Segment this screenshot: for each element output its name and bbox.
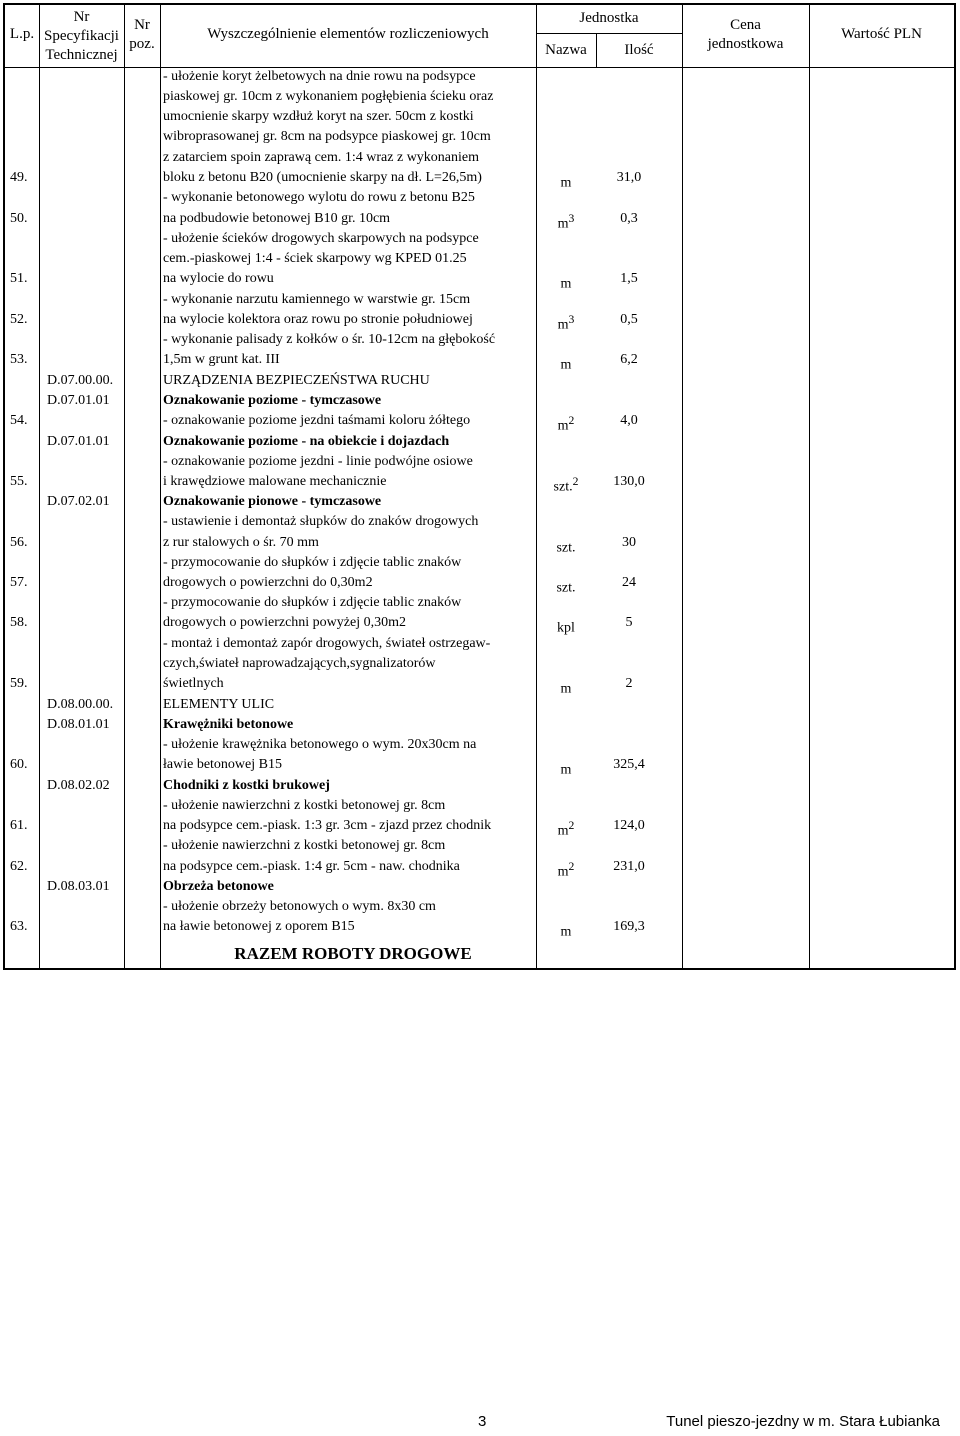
subsection-heading: Oznakowanie pionowe - tymczasowe: [163, 494, 382, 509]
total-label: RAZEM ROBOTY DROGOWE: [234, 944, 472, 963]
spec-code: D.07.01.01: [47, 393, 110, 408]
quantity: 6,2: [620, 352, 638, 367]
description-line: na podbudowie betonowej B10 gr. 10cm: [163, 211, 391, 226]
spec-code: D.08.03.01: [47, 879, 110, 894]
description-line: z rur stalowych o śr. 70 mm: [163, 535, 319, 550]
spec-code: D.07.01.01: [47, 434, 110, 449]
document-title: Tunel pieszo-jezdny w m. Stara Łubianka: [666, 1413, 940, 1430]
description-line: - ułożenie nawierzchni z kostki betonowej gr. 8cm: [163, 838, 446, 853]
column-divider: [809, 5, 810, 968]
row-number: 51.: [10, 271, 28, 286]
header-bottom-line: [5, 67, 954, 68]
quantity: 0,5: [620, 312, 638, 327]
header-poz: Nr poz.: [129, 17, 155, 52]
description-line: świetlnych: [163, 676, 224, 691]
column-divider: [39, 5, 40, 968]
quantity: 0,3: [620, 211, 638, 226]
description-line: na ławie betonowej z oporem B15: [163, 919, 355, 934]
header-description: Wyszczególnienie elementów rozliczeniowych: [207, 26, 489, 42]
unit: szt.$^2$: [553, 475, 579, 495]
unit: kpl: [557, 620, 575, 636]
unit: szt.: [556, 540, 576, 556]
description-line: umocnienie skarpy wzdłuż koryt na szer. 50cm z kostki: [163, 109, 474, 124]
subsection-heading: Obrzeża betonowe: [163, 879, 274, 894]
row-number: 62.: [10, 859, 28, 874]
subsection-heading: Krawężniki betonowe: [163, 717, 294, 732]
header-lp: L.p.: [9, 26, 35, 42]
spec-code: D.08.02.02: [47, 778, 110, 793]
description-line: z zatarciem spoin zaprawą cem. 1:4 wraz z wykonaniem: [163, 150, 480, 165]
description-line: - przymocowanie do słupków i zdjęcie tablic znaków: [163, 555, 462, 570]
description-line: - montaż i demontaż zapór drogowych, świateł ostrzegaw-: [163, 636, 491, 651]
quantity: 169,3: [613, 919, 645, 934]
header-wartosc: Wartość PLN: [841, 26, 922, 42]
description-line: piaskowej gr. 10cm z wykonaniem pogłębienia ścieku oraz: [163, 89, 494, 104]
description-line: - wykonanie palisady z kołków o śr. 10-12cm na głębokość: [163, 332, 496, 347]
header-nazwa: Nazwa: [545, 42, 587, 58]
column-divider: [160, 5, 161, 968]
quantity: 30: [622, 535, 636, 550]
quantity: 231,0: [613, 859, 645, 874]
description-line: na wylocie do rowu: [163, 271, 274, 286]
description-line: wibroprasowanej gr. 8cm na podsypce piaskowej gr. 10cm: [163, 129, 491, 144]
quantity: 130,0: [613, 474, 645, 489]
description-line: bloku z betonu B20 (umocnienie skarpy na dł. L=26,5m): [163, 170, 482, 185]
header-ilosc: Ilość: [624, 42, 654, 58]
description-line: czych,świateł naprowadzających,sygnalizatorów: [163, 656, 436, 671]
description-line: ławie betonowej B15: [163, 757, 282, 772]
row-number: 49.: [10, 170, 28, 185]
description-line: drogowych o powierzchni powyżej 0,30m2: [163, 615, 406, 630]
unit: m: [560, 175, 572, 191]
subsection-heading: Oznakowanie poziome - tymczasowe: [163, 393, 382, 408]
description-line: - przymocowanie do słupków i zdjęcie tablic znaków: [163, 595, 462, 610]
row-number: 57.: [10, 575, 28, 590]
unit: m: [560, 357, 572, 373]
quantity: 5: [625, 615, 633, 630]
quantity: 1,5: [620, 271, 638, 286]
spec-code: D.08.01.01: [47, 717, 110, 732]
unit: $m^2$: [557, 414, 575, 434]
column-divider: [124, 5, 125, 968]
description-line: cem.-piaskowej 1:4 - ściek skarpowy wg KPED 01.25: [163, 251, 467, 266]
description-line: - ułożenie nawierzchni z kostki betonowej gr. 8cm: [163, 798, 446, 813]
row-number: 63.: [10, 919, 28, 934]
spec-code: D.07.02.01: [47, 494, 110, 509]
unit: $m^3$: [557, 212, 575, 232]
header-subdivider: [536, 33, 682, 34]
quantity: 24: [622, 575, 636, 590]
description-line: - ułożenie krawężnika betonowego o wym. 20x30cm na: [163, 737, 477, 752]
spec-code: D.07.00.00.: [47, 373, 114, 388]
unit: m: [560, 762, 572, 778]
description-line: - ustawienie i demontaż słupków do znaków drogowych: [163, 514, 479, 529]
unit: m: [560, 681, 572, 697]
description-line: na podsypce cem.-piask. 1:3 gr. 3cm - zjazd przez chodnik: [163, 818, 492, 833]
cost-table: [3, 3, 956, 970]
description-line: i krawędziowe malowane mechanicznie: [163, 474, 387, 489]
row-number: 52.: [10, 312, 28, 327]
unit: $m^2$: [557, 860, 575, 880]
row-number: 58.: [10, 615, 28, 630]
quantity: 124,0: [613, 818, 645, 833]
description-line: na wylocie kolektora oraz rowu po stronie południowej: [163, 312, 473, 327]
unit: $m^2$: [557, 819, 575, 839]
subsection-heading: Chodniki z kostki brukowej: [163, 778, 330, 793]
quantity: 31,0: [616, 170, 642, 185]
description-line: na podsypce cem.-piask. 1:4 gr. 5cm - naw. chodnika: [163, 859, 460, 874]
quantity: 2: [625, 676, 633, 691]
description-line: - wykonanie narzutu kamiennego w warstwie gr. 15cm: [163, 292, 471, 307]
description-line: - oznakowanie poziome jezdni - linie podwójne osiowe: [163, 454, 473, 469]
header-spec: Nr Specyfikacji Technicznej: [44, 9, 119, 63]
spec-code: D.08.00.00.: [47, 697, 114, 712]
row-number: 61.: [10, 818, 28, 833]
unit: m: [560, 276, 572, 292]
description-line: - ułożenie obrzeży betonowych o wym. 8x30 cm: [163, 899, 436, 914]
header-cena: Cena jednostkowa: [707, 17, 784, 52]
description-line: - ułożenie ścieków drogowych skarpowych na podsypce: [163, 231, 479, 246]
row-number: 56.: [10, 535, 28, 550]
row-number: 54.: [10, 413, 28, 428]
description-line: 1,5m w grunt kat. III: [163, 352, 280, 367]
quantity: 325,4: [613, 757, 645, 772]
description-line: - wykonanie betonowego wylotu do rowu z betonu B25: [163, 190, 475, 205]
header-jednostka: Jednostka: [579, 10, 639, 26]
row-number: 60.: [10, 757, 28, 772]
quantity: 4,0: [620, 413, 638, 428]
unit: m: [560, 924, 572, 940]
description-line: - oznakowanie poziome jezdni taśmami koloru żółtego: [163, 413, 471, 428]
description-line: drogowych o powierzchni do 0,30m2: [163, 575, 373, 590]
row-number: 53.: [10, 352, 28, 367]
row-number: 55.: [10, 474, 28, 489]
page-number: 3: [478, 1413, 487, 1430]
column-divider: [682, 5, 683, 968]
description-line: - ułożenie koryt żelbetowych na dnie rowu na podsypce: [163, 69, 476, 84]
row-number: 50.: [10, 211, 28, 226]
section-heading: URZĄDZENIA BEZPIECZEŃSTWA RUCHU: [163, 373, 430, 388]
section-heading: ELEMENTY ULIC: [163, 697, 275, 712]
row-number: 59.: [10, 676, 28, 691]
unit: $m^3$: [557, 313, 575, 333]
subsection-heading: Oznakowanie poziome - na obiekcie i dojazdach: [163, 434, 450, 449]
unit: szt.: [556, 580, 576, 596]
